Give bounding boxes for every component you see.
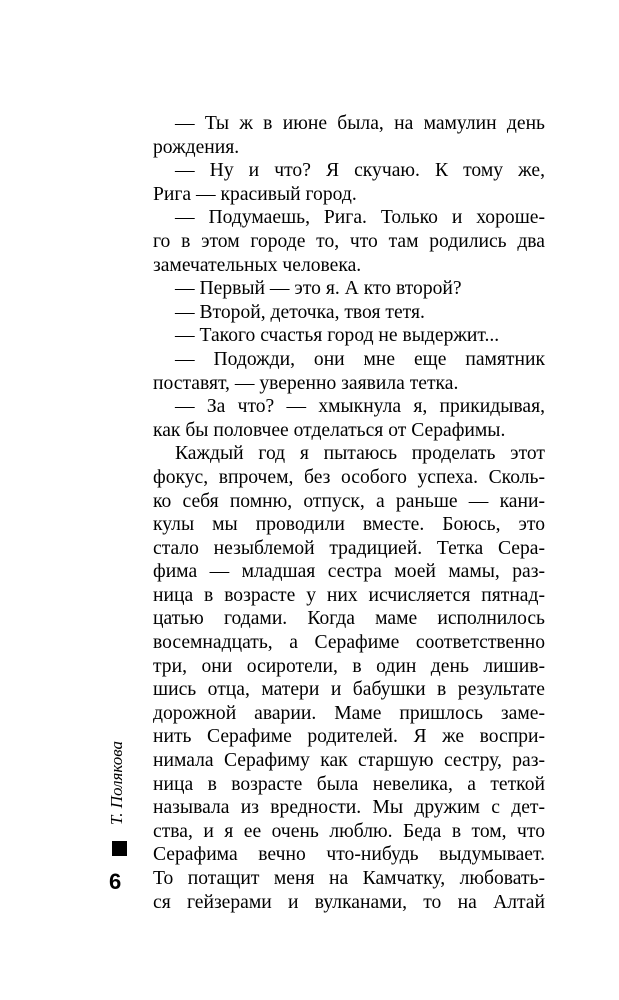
text-line: шись отца, матери и бабушки в результате	[153, 679, 545, 701]
running-head-author: Т. Полякова	[107, 741, 126, 826]
text-line: нить Серафиме родителей. Я же воспри-	[153, 726, 545, 748]
text-line: — Ну и что? Я скучаю. К тому же,	[175, 160, 545, 182]
text-line: Рига — красивый город.	[153, 183, 357, 205]
text-line: ко себя помню, отпуск, а раньше — кани-	[153, 490, 545, 512]
text-line: — Подожди, они мне еще памятник	[175, 348, 545, 370]
text-line: — Подумаешь, Рига. Только и хороше-	[175, 207, 545, 229]
text-line: Каждый год я пытаюсь проделать этот	[175, 443, 545, 465]
text-line: стало незыблемой традицией. Тетка Сера-	[153, 537, 545, 559]
text-line: ся гейзерами и вулканами, то на Алтай	[153, 891, 545, 913]
black-square-marker	[112, 841, 127, 856]
text-line: ница в возрасте у них исчисляется пятнад-	[153, 584, 545, 606]
text-line: поставят, — уверенно заявила тетка.	[153, 372, 459, 394]
text-line: — За что? — хмыкнула я, прикидывая,	[175, 396, 545, 418]
text-line: нимала Серафиму как старшую сестру, раз-	[153, 750, 545, 772]
text-line: замечательных человека.	[153, 254, 362, 276]
text-line: цатью годами. Когда маме исполнилось	[153, 608, 545, 630]
page-number: 6	[109, 869, 122, 894]
text-line: кулы мы проводили вместе. Боюсь, это	[153, 514, 545, 536]
text-line: фокус, впрочем, без особого успеха. Сколь-	[153, 466, 545, 488]
text-line: рождения.	[153, 136, 240, 158]
text-line: восемнадцать, а Серафиме соответственно	[153, 632, 545, 654]
text-line: — Такого счастья город не выдержит...	[175, 325, 500, 347]
text-line: три, они осиротели, в один день лишив-	[153, 655, 545, 677]
text-line: называла из вредности. Мы дружим с дет-	[153, 797, 545, 819]
text-line: го в этом городе то, что там родились два	[153, 230, 545, 252]
text-line: Серафима вечно что-нибудь выдумывает.	[153, 844, 545, 866]
text-line: фима — младшая сестра моей мамы, раз-	[153, 561, 545, 583]
text-line: — Первый — это я. А кто второй?	[175, 278, 462, 300]
text-line: ства, и я ее очень люблю. Беда в том, что	[153, 820, 545, 842]
text-line: — Ты ж в июне была, на мамулин день	[175, 113, 545, 134]
text-line: ница в возрасте была невелика, а теткой	[153, 773, 545, 795]
text-line: дорожной аварии. Маме пришлось заме-	[153, 702, 545, 724]
text-line: То потащит меня на Камчатку, любовать-	[153, 868, 545, 889]
text-line: как бы половчее отделаться от Серафимы.	[153, 419, 506, 441]
text-line: — Второй, деточка, твоя тетя.	[175, 301, 425, 323]
page-body-text	[153, 112, 545, 914]
